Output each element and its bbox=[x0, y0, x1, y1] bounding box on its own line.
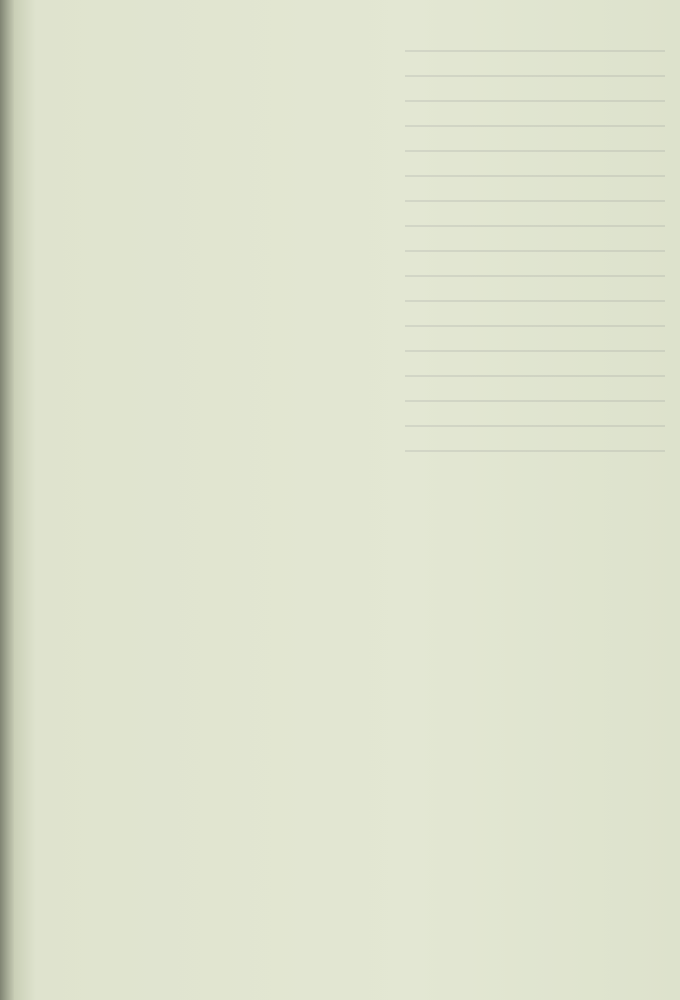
bleed-through-text bbox=[405, 40, 665, 470]
book-spine bbox=[0, 0, 14, 1000]
